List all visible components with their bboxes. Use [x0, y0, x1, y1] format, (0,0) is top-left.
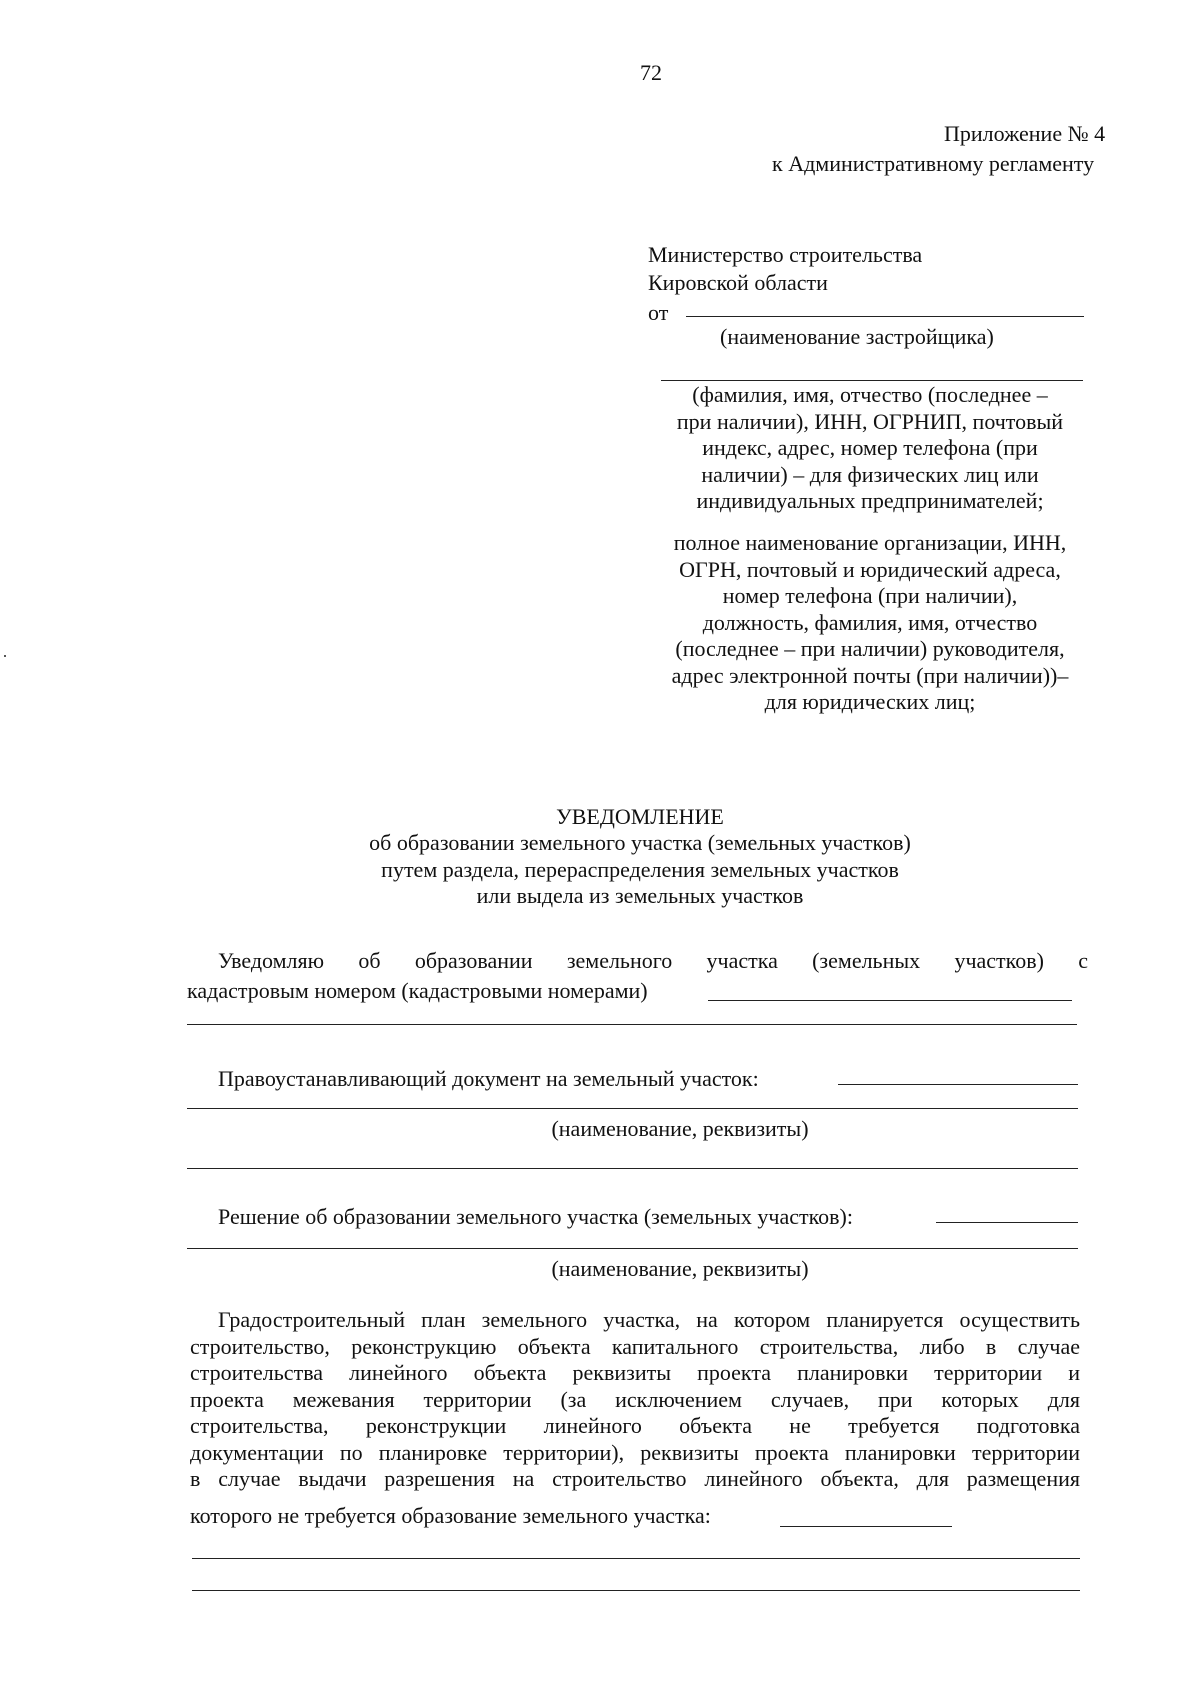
legal-line: должность, фамилия, имя, отчество [702, 609, 1038, 635]
from-label: от [648, 300, 669, 325]
developer-details-field[interactable] [661, 380, 1083, 381]
notify-line-1 [218, 950, 1088, 972]
gradplan-line: в случае выдачи разрешения на строительство линейного объекта, для размещения [190, 1466, 1080, 1491]
legal-line: адрес электронной почты (при наличии))– [671, 662, 1069, 688]
individuals-line: индекс, адрес, номер телефона (при [702, 435, 1038, 460]
scan-speck [4, 655, 6, 657]
addressee-ministry: Министерство строительства [648, 242, 923, 267]
notify-word: Уведомляю [218, 948, 325, 973]
notify-word: земельного [566, 948, 673, 973]
gradplan-field[interactable] [780, 1526, 952, 1527]
subtitle-line: путем раздела, перераспределения земельных участков [381, 856, 899, 882]
title-document-caption: (наименование, реквизиты) [551, 1116, 809, 1141]
notify-word: образовании [414, 948, 533, 973]
decision-caption: (наименование, реквизиты) [551, 1256, 809, 1281]
legal-line: ОГРН, почтовый и юридический адреса, [679, 556, 1061, 582]
appendix-number: Приложение № 4 [944, 121, 1106, 146]
gradplan-line: строительства линейного объекта реквизиты проекта планировки территории и [190, 1360, 1080, 1385]
cadastral-number-field-continuation[interactable] [187, 1024, 1077, 1025]
cadastral-number-field[interactable] [708, 1000, 1072, 1001]
title-document-field-extra[interactable] [187, 1168, 1078, 1169]
legal-line: для юридических лиц; [764, 689, 976, 714]
gradplan-last-line: которого не требуется образование земельного участка: [190, 1503, 711, 1528]
developer-name-field[interactable] [686, 316, 1084, 317]
individuals-line: индивидуальных предпринимателей; [696, 488, 1044, 513]
cadastral-label: кадастровым номером (кадастровыми номерами) [187, 978, 648, 1003]
legal-entities-caption [640, 530, 1100, 716]
gradplan-line: проекта межевания территории (за исключением случаев, при которых для [190, 1386, 1080, 1412]
notify-word: участка [706, 948, 778, 973]
decision-label: Решение об образовании земельного участка (земельных участков): [218, 1204, 853, 1229]
subtitle-line: или выдела из земельных участков [476, 883, 804, 908]
individuals-line: наличии) – для физических лиц или [701, 461, 1039, 487]
title-document-field[interactable] [838, 1084, 1078, 1085]
individuals-caption [640, 382, 1100, 515]
legal-line: (последнее – при наличии) руководителя, [675, 636, 1065, 661]
individuals-line: (фамилия, имя, отчество (последнее – [692, 382, 1048, 407]
gradplan-line: строительство, реконструкцию объекта капитального строительства, либо в случае [190, 1333, 1080, 1359]
gradplan-line: строительства, реконструкции линейного объекта не требуется подготовка [190, 1413, 1080, 1438]
decision-field-continuation[interactable] [187, 1248, 1078, 1249]
individuals-line: при наличии), ИНН, ОГРНИП, почтовый [676, 408, 1064, 434]
document-subtitle [300, 830, 980, 910]
gradplan-paragraph [190, 1307, 1080, 1493]
appendix-reference: к Административному регламенту [772, 151, 1095, 176]
notify-word: (земельных [812, 948, 921, 973]
gradplan-field-continuation-1[interactable] [192, 1558, 1080, 1559]
document-title: УВЕДОМЛЕНИЕ [556, 804, 724, 829]
title-document-field-continuation[interactable] [187, 1108, 1078, 1109]
gradplan-field-continuation-2[interactable] [192, 1590, 1080, 1591]
page-number: 72 [640, 60, 662, 85]
legal-line: полное наименование организации, ИНН, [673, 530, 1067, 555]
decision-field[interactable] [936, 1222, 1078, 1223]
addressee-region: Кировской области [648, 270, 828, 295]
notify-word: об [358, 948, 381, 973]
gradplan-line: документации по планировке территории), реквизиты проекта планировки территории [190, 1439, 1080, 1465]
subtitle-line: об образовании земельного участка (земельных участков) [369, 830, 911, 855]
notify-word: с [1078, 948, 1088, 973]
notify-word: участков) [954, 948, 1044, 973]
legal-line: номер телефона (при наличии), [722, 583, 1018, 608]
gradplan-line: Градостроительный план земельного участка, на котором планируется осуществить [218, 1307, 1080, 1332]
developer-caption: (наименование застройщика) [720, 324, 994, 349]
title-document-label: Правоустанавливающий документ на земельный участок: [218, 1066, 759, 1091]
